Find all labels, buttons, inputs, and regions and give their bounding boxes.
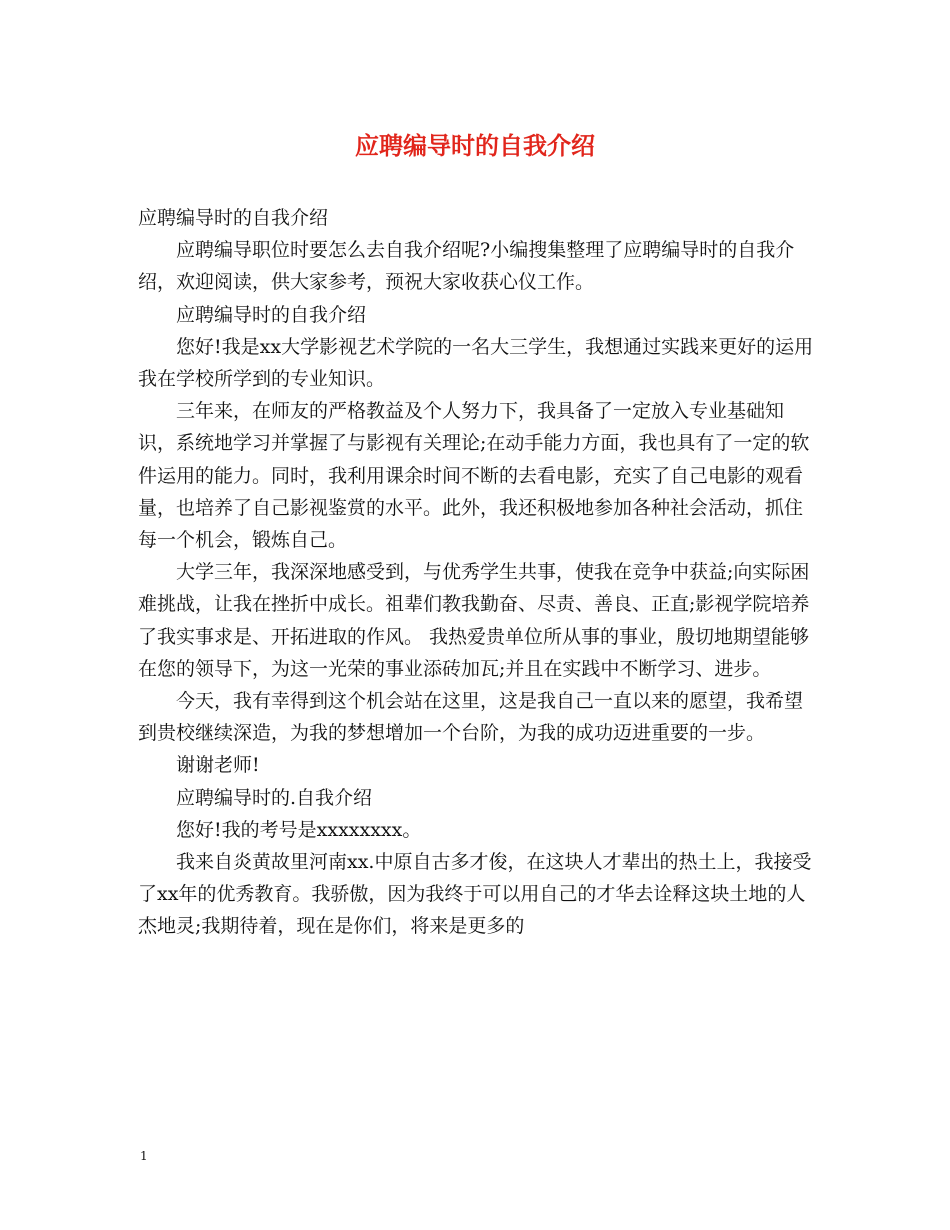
paragraph: 谢谢老师! — [176, 754, 260, 777]
paragraph: 大学三年，我深深地感受到，与优秀学生共事，使我在竞争中获益;向实际困难挑战，让我在挫折中成长。祖辈们教我勤奋、尽责、善良、正直;影视学院培养了我实事求是、开拓进取的作风。 我热爱贵单位所从事的事业，殷切地期望能够在您的领导下，为这一光荣的事业添砖加瓦;并且在实践中不断学习、进步。 — [138, 561, 810, 680]
page-number: 1 — [140, 1149, 148, 1163]
paragraph: 应聘编导时的.自我介绍 — [176, 786, 373, 809]
paragraph: 您好!我的考号是xxxxxxxx。 — [176, 818, 422, 841]
document-body — [138, 202, 818, 943]
paragraph: 今天，我有幸得到这个机会站在这里，这是我自己一直以来的愿望，我希望到贵校继续深造，为我的梦想增加一个台阶，为我的成功迈进重要的一步。 — [138, 690, 804, 745]
paragraph: 应聘编导时的自我介绍 — [176, 303, 367, 326]
paragraph-heading: 应聘编导时的自我介绍 — [138, 207, 329, 229]
document-title: 应聘编导时的自我介绍 — [355, 131, 595, 160]
paragraph: 三年来，在师友的严格教益及个人努力下，我具备了一定放入专业基础知识，系统地学习并掌握了与影视有关理论;在动手能力方面，我也具有了一定的软件运用的能力。同时，我利用课余时间不断的去看电影，充实了自己电影的观看量，也培养了自己影视鉴赏的水平。此外，我还积极地参加各种社会活动，抓住每一个机会，锻炼自己。 — [138, 400, 810, 552]
paragraph: 应聘编导职位时要怎么去自我介绍呢?小编搜集整理了应聘编导时的自我介绍，欢迎阅读，供大家参考，预祝大家收获心仪工作。 — [138, 239, 795, 294]
paragraph: 我来自炎黄故里河南xx.中原自古多才俊，在这块人才辈出的热土上，我接受了xx年的优秀教育。我骄傲，因为我终于可以用自己的才华去诠释这块土地的人杰地灵;我期待着，现在是你们，将来是更多的 — [138, 851, 812, 938]
paragraph: 您好!我是xx大学影视艺术学院的一名大三学生，我想通过实践来更好的运用我在学校所学到的专业知识。 — [138, 335, 814, 391]
